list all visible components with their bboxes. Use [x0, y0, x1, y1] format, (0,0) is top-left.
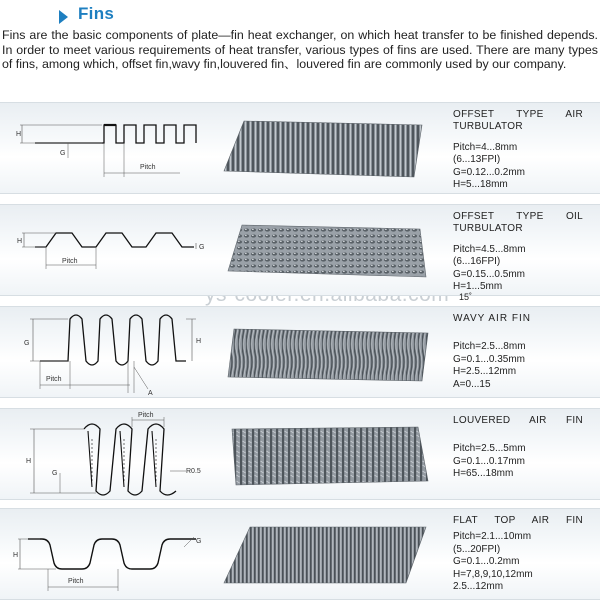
wavy-fin-diagram [0, 307, 210, 399]
spec-line: Pitch=2.5...8mm [453, 341, 526, 353]
spec-line: G=0.12...0.2mm [453, 166, 525, 178]
fin-name-line2: TURBULATOR [453, 223, 523, 235]
dim-pitch-label: Pitch [140, 164, 156, 171]
spec-line: (6...16FPI) [453, 256, 501, 268]
dim-g-label: G [199, 244, 205, 251]
dim-g-label: G [24, 340, 30, 347]
flat-top-fin-diagram [0, 509, 210, 600]
fin-specs [453, 211, 583, 302]
flat-top-fin-photo [222, 519, 432, 591]
fin-name-line2: TURBULATOR [453, 121, 523, 133]
offset-oil-fin-diagram [0, 205, 210, 297]
spec-line: 2.5...12mm [453, 581, 504, 593]
spec-line: Pitch=4...8mm [453, 141, 518, 153]
section-title: Fins [78, 4, 115, 23]
dim-h-label: H [16, 131, 22, 138]
dim-h-label: H [17, 238, 23, 245]
spec-line: G=0.1...0.17mm [453, 455, 525, 467]
section-header [0, 0, 600, 26]
dim-g-label: G [196, 538, 202, 545]
spec-line: G=0.1...0.35mm [453, 353, 525, 365]
dim-h-label: H [196, 338, 202, 345]
louvered-fin-photo [222, 419, 432, 491]
fin-row-wavy [0, 306, 600, 398]
spec-line: Pitch=2.5...5mm [453, 443, 526, 455]
dim-g-label: G [60, 150, 66, 157]
spec-line: (5...20FPI) [453, 543, 501, 555]
fin-row-louvered [0, 408, 600, 500]
wavy-fin-photo [222, 317, 432, 389]
fin-specs [453, 415, 583, 481]
offset-oil-fin-photo [222, 215, 432, 287]
dim-pitch-label: Pitch [138, 412, 154, 419]
fin-name: LOUVERED AIR FIN [453, 415, 583, 426]
offset-air-fin-photo [222, 113, 432, 185]
dim-g-label: G [52, 470, 58, 477]
fin-specs [453, 109, 583, 191]
fin-specs [453, 313, 583, 391]
louvered-fin-diagram [0, 409, 210, 501]
dim-pitch-label: Pitch [68, 578, 84, 585]
spec-line: H=5...18mm [453, 179, 508, 191]
spec-line: G=0.1...0.2mm [453, 556, 520, 568]
dim-h-label: H [26, 458, 32, 465]
fin-name: FLAT TOP AIR FIN [453, 515, 583, 526]
spec-line: H=2.5...12mm [453, 366, 517, 378]
fin-row-flat-top [0, 508, 600, 600]
dim-pitch-label: Pitch [62, 258, 78, 265]
dim-r-label: R0.5 [186, 468, 201, 475]
spec-line: H=1...5mm [453, 281, 503, 293]
spec-line: Pitch=4.5...8mm [453, 243, 526, 255]
fin-name: OFFSET TYPE OIL [453, 211, 583, 222]
offset-air-fin-diagram [0, 103, 210, 195]
spec-line: A=0...15 [453, 378, 491, 390]
dim-h-label: H [13, 552, 19, 559]
spec-line: G=0.15...0.5mm [453, 268, 525, 280]
dim-pitch-label: Pitch [46, 376, 62, 383]
intro-paragraph: Fins are the basic components of plate—fin heat exchanger, on which heat transfer to be finished depends. In order to meet various requirements of heat transfer, various types of fins are used. There are many types of fins, among which, offset fin,wavy fin,louvered fin、louvered fin are commonly used by our company. [2, 28, 598, 72]
angle-label: 15˚ [459, 292, 473, 303]
dim-a-label: A [148, 390, 153, 397]
spec-line: Pitch=2.1...10mm [453, 531, 532, 543]
spec-line: (6...13FPI) [453, 154, 501, 166]
spec-line: H=65...18mm [453, 468, 514, 480]
fin-name: WAVY AIR FIN [453, 313, 531, 324]
fin-name: OFFSET TYPE AIR [453, 109, 583, 120]
fin-specs [453, 515, 583, 593]
spec-line: H=7,8,9,10,12mm [453, 568, 533, 580]
play-arrow-icon [59, 10, 68, 24]
fin-row-offset-oil [0, 204, 600, 303]
fin-row-offset-air [0, 102, 600, 194]
